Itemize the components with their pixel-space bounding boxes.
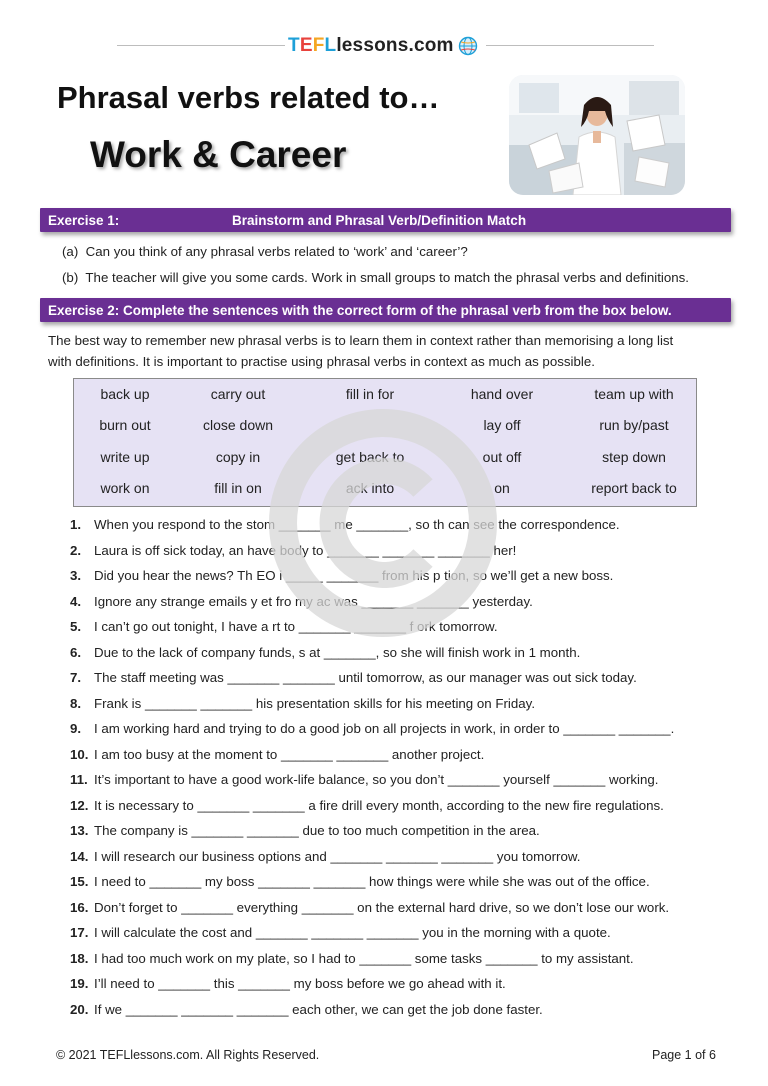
- sentence-text: It is necessary to _______ _______ a fire drill every month, according to the new fire regulations.: [94, 798, 664, 813]
- verb-report-back-to: report back to: [591, 480, 677, 496]
- verb-out-off: out off: [482, 449, 522, 465]
- logo-letter-e: E: [299, 35, 313, 56]
- site-logo: [288, 33, 483, 59]
- item-text: The teacher will give you some cards. Work in small groups to match the phrasal verbs and definitions.: [85, 270, 689, 285]
- verb-fill-in-on: fill in on: [214, 480, 262, 496]
- exercise-1-item-a: [62, 244, 468, 259]
- sentence-text: Ignore any strange emails y et fro my ac was _______ _______ yesterday.: [94, 594, 533, 609]
- item-text: Can you think of any phrasal verbs related to ‘work’ and ‘career’?: [85, 244, 468, 259]
- sentence-2: [70, 543, 516, 558]
- header-rule-right: [486, 45, 654, 46]
- exercise-1-item-b: [62, 270, 689, 285]
- sentence-number: 4.: [70, 594, 82, 609]
- sentence-text: When you respond to the stom _______ me _______, so th can see the correspondence.: [94, 517, 620, 532]
- verb-lay-off: lay off: [483, 417, 521, 433]
- sentence-number: 9.: [70, 721, 82, 736]
- sentence-number: 18.: [70, 951, 89, 966]
- verb-burn-out: burn out: [99, 417, 151, 433]
- sentence-number: 7.: [70, 670, 82, 685]
- verb-carry-out: carry out: [210, 386, 266, 402]
- globe-icon: [458, 36, 478, 56]
- sentence-text: I need to _______ my boss _______ _______ how things were while she was out of the office.: [94, 874, 650, 889]
- verb-close-down: close down: [202, 417, 274, 433]
- sentence-3: [70, 568, 613, 583]
- sentence-text: I had too much work on my plate, so I had to _______ some tasks _______ to my assistant.: [94, 951, 634, 966]
- sentence-number: 5.: [70, 619, 82, 634]
- sentence-number: 3.: [70, 568, 82, 583]
- page-number: Page 1 of 6: [652, 1048, 716, 1062]
- sentence-text: The staff meeting was _______ _______ until tomorrow, as our manager was out sick today.: [94, 670, 637, 685]
- header-rule-left: [117, 45, 285, 46]
- verb-back-into: ack into: [345, 480, 395, 496]
- sentence-number: 11.: [70, 772, 88, 787]
- logo-letter-f: F: [312, 35, 325, 56]
- sentence-15: [70, 874, 650, 889]
- sentence-text: Due to the lack of company funds, s at _______, so she will finish work in 1 month.: [94, 645, 581, 660]
- verb-write-up: write up: [100, 449, 150, 465]
- sentence-11: [70, 772, 659, 787]
- logo-text: lessons.com: [336, 35, 454, 56]
- sentence-14: [70, 849, 580, 864]
- sentence-8: [70, 696, 535, 711]
- exercise-2-header: [40, 298, 731, 322]
- item-marker: (b): [62, 270, 79, 285]
- sentence-number: 14.: [70, 849, 89, 864]
- verb-back-up: back up: [100, 386, 150, 402]
- sentence-number: 20.: [70, 1002, 89, 1017]
- sentence-text: I will research our business options and _______ _______ _______ you tomorrow.: [94, 849, 581, 864]
- sentence-18: [70, 951, 634, 966]
- verb-team-up-with: team up with: [594, 386, 674, 402]
- verb-hand-over: hand over: [470, 386, 534, 402]
- page-subtitle: Work & Career: [90, 134, 347, 175]
- sentence-9: [70, 721, 674, 736]
- sentence-text: Frank is _______ _______ his presentation skills for his meeting on Friday.: [94, 696, 536, 711]
- sentence-number: 13.: [70, 823, 89, 838]
- footer-copyright: © 2021 TEFLlessons.com. All Rights Reserved.: [56, 1048, 320, 1062]
- sentence-1: [70, 517, 620, 532]
- sentence-number: 17.: [70, 925, 89, 940]
- sentence-number: 15.: [70, 874, 89, 889]
- sentence-text: The company is _______ _______ due to too much competition in the area.: [94, 823, 540, 838]
- verb-fill-in-for: fill in for: [345, 386, 395, 402]
- logo-letter-t: T: [288, 35, 300, 56]
- verb-on: on: [494, 480, 510, 496]
- sentence-19: [70, 976, 506, 991]
- sentence-number: 2.: [70, 543, 82, 558]
- sentence-number: 1.: [70, 517, 82, 532]
- sentence-20: [70, 1002, 543, 1017]
- intro-line-1: The best way to remember new phrasal verbs is to learn them in context rather than memorising a long list: [48, 333, 674, 348]
- exercise-2-intro: [48, 330, 738, 372]
- sentence-text: It’s important to have a good work-life balance, so you don’t _______ yourself _______ working.: [94, 772, 659, 787]
- exercise-1-header: [40, 208, 731, 232]
- sentence-text: I’ll need to _______ this _______ my boss before we go ahead with it.: [94, 976, 506, 991]
- sentence-13: [70, 823, 540, 838]
- sentence-6: [70, 645, 580, 660]
- sentence-text: I can’t go out tonight, I have a rt to _______ _______ f ork tomorrow.: [94, 619, 498, 634]
- verb-run-by-past: run by/past: [599, 417, 669, 433]
- sentence-10: [70, 747, 484, 762]
- sentence-number: 6.: [70, 645, 82, 660]
- sentence-number: 16.: [70, 900, 89, 915]
- exercise-2-heading: Exercise 2: Complete the sentences with the correct form of the phrasal verb from the box below.: [48, 302, 672, 318]
- sentence-text: I am too busy at the moment to _______ _______ another project.: [94, 747, 485, 762]
- sentence-number: 12.: [70, 798, 89, 813]
- sentence-number: 8.: [70, 696, 82, 711]
- sentence-text: I am working hard and trying to do a good job on all projects in work, in order to _______ _______.: [94, 721, 675, 736]
- verb-work-on: work on: [100, 480, 150, 496]
- sentence-12: [70, 798, 664, 813]
- sentence-4: [70, 594, 533, 609]
- sentence-7: [70, 670, 637, 685]
- verb-get-back-to: get back to: [335, 449, 405, 465]
- sentence-5: [70, 619, 498, 634]
- verb-step-down: step down: [602, 449, 666, 465]
- stressed-worker-photo: [509, 75, 685, 195]
- sentence-text: Laura is off sick today, an have body to _______ _______ _______ her!: [94, 543, 517, 558]
- sentence-text: I will calculate the cost and _______ _______ _______ you in the morning with a quote.: [94, 925, 611, 940]
- sentence-number: 10.: [70, 747, 89, 762]
- intro-line-2: with definitions. It is important to practise using phrasal verbs in context as much as possible.: [48, 354, 595, 369]
- sentence-text: Don’t forget to _______ everything _______ on the external hard drive, so we don’t lose our work.: [94, 900, 670, 915]
- item-marker: (a): [62, 244, 79, 259]
- phrasal-verb-box: [73, 378, 697, 507]
- sentence-text: If we _______ _______ _______ each other, we can get the job done faster.: [94, 1002, 543, 1017]
- sentence-16: [70, 900, 669, 915]
- sentence-17: [70, 925, 611, 940]
- page-title: Phrasal verbs related to…: [57, 80, 440, 115]
- exercise-1-heading: Brainstorm and Phrasal Verb/Definition Match: [232, 212, 527, 228]
- exercise-1-label: Exercise 1:: [48, 212, 120, 228]
- sentence-number: 19.: [70, 976, 89, 991]
- sentence-text: Did you hear the news? Th EO i _____ _______ from his p tion, so we’ll get a new boss.: [94, 568, 614, 583]
- logo-letter-l: L: [324, 35, 337, 56]
- verb-copy-in: copy in: [215, 449, 261, 465]
